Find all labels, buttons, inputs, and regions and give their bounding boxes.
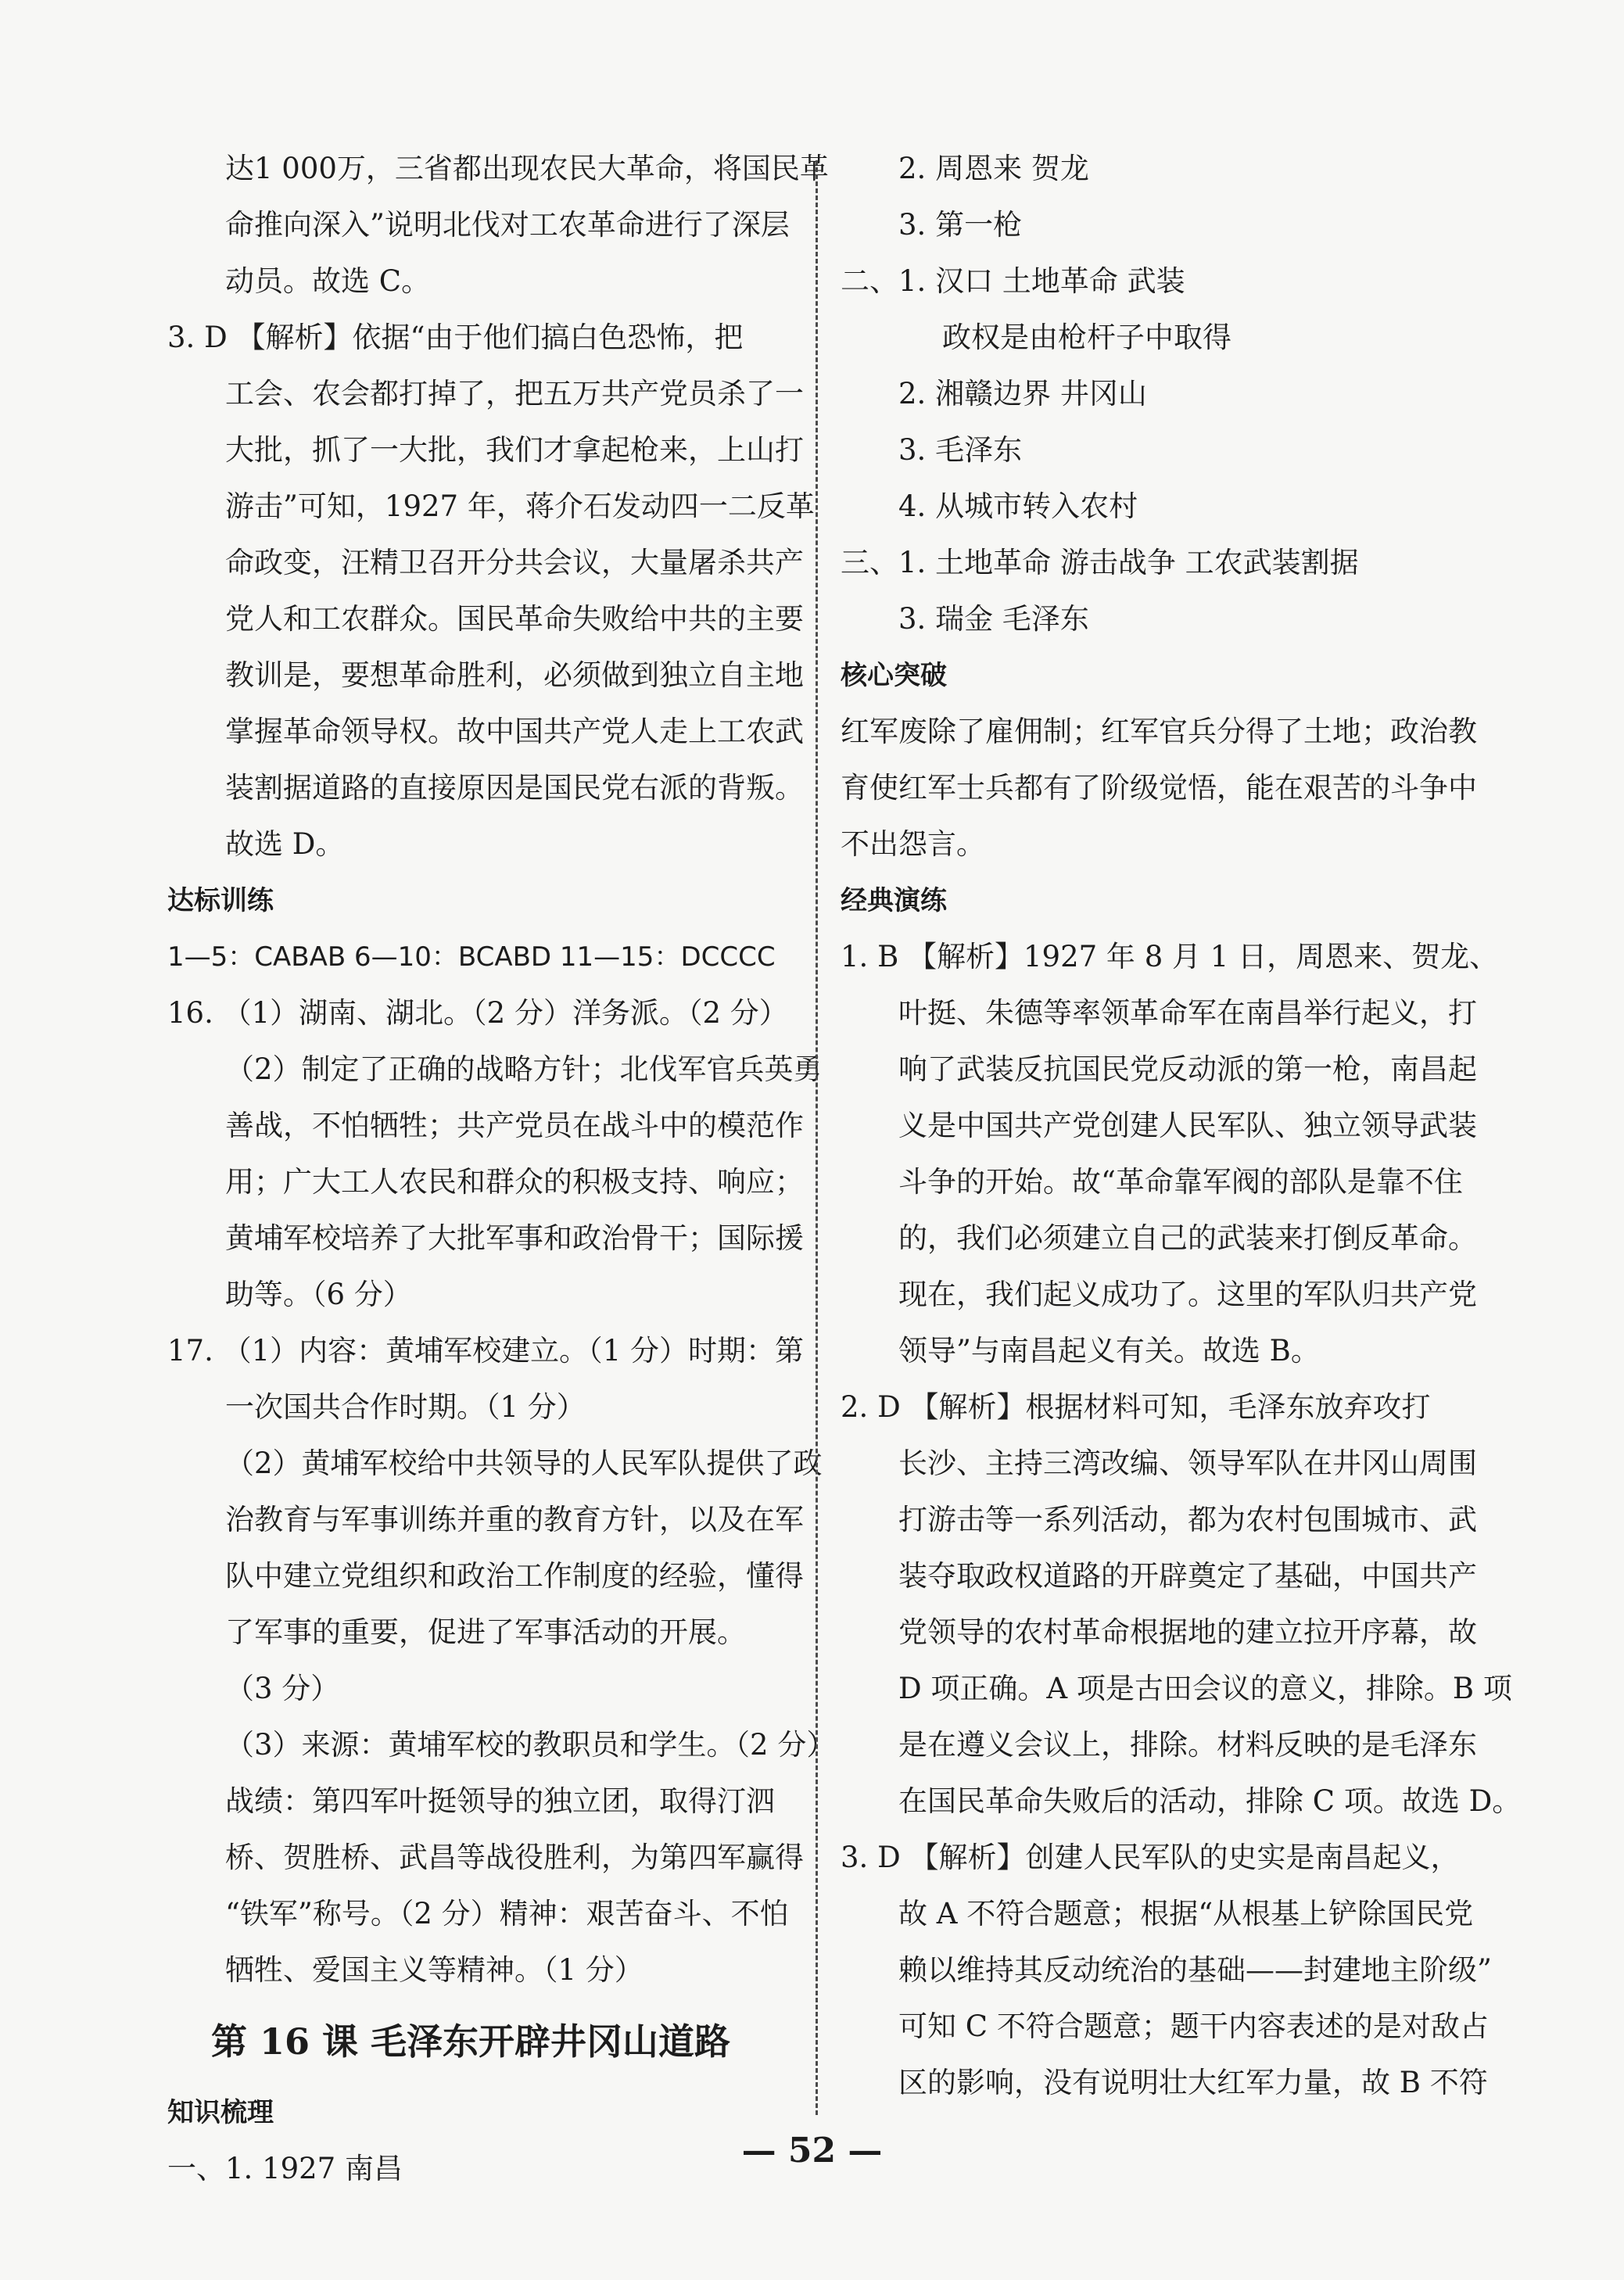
- right-column: [841, 141, 1522, 2111]
- text-line: （2）制定了正确的战略方针；北伐军官兵英勇: [225, 1052, 823, 1086]
- text-line: 叶挺、朱德等率领革命军在南昌举行起义，打: [898, 996, 1477, 1030]
- text-line: 在国民革命失败后的活动，排除 C 项。故选 D。: [898, 1784, 1522, 1818]
- text-line: 党人和工农群众。国民革命失败给中共的主要: [225, 602, 804, 636]
- text-line: 一、1. 1927 南昌: [167, 2152, 403, 2185]
- text-line: 故 A 不符合题意；根据“从根基上铲除国民党: [898, 1897, 1474, 1930]
- text-line: 17. （1）内容：黄埔军校建立。（1 分）时期：第: [167, 1334, 804, 1368]
- column-divider: [816, 160, 818, 2115]
- text-line: 教训是，要想革命胜利，必须做到独立自主地: [225, 658, 804, 692]
- section-heading: 知识梳理: [167, 2097, 274, 2128]
- text-line: 一次国共合作时期。（1 分）: [225, 1390, 586, 1424]
- text-line: 3. 瑞金 毛泽东: [898, 602, 1089, 636]
- text-line: 育使红军士兵都有了阶级觉悟，能在艰苦的斗争中: [841, 771, 1477, 805]
- text-line: （2）黄埔军校给中共领导的人民军队提供了政: [225, 1447, 823, 1480]
- text-line: 长沙、主持三湾改编、领导军队在井冈山周围: [898, 1447, 1477, 1480]
- text-line: D 项正确。A 项是古田会议的意义，排除。B 项: [898, 1672, 1512, 1705]
- text-line: （3 分）: [225, 1672, 340, 1705]
- text-line: 区的影响，没有说明壮大红军力量，故 B 不符: [898, 2066, 1488, 2099]
- text-line: 命推向深入”说明北伐对工农革命进行了深层: [225, 208, 790, 242]
- section-heading: 核心突破: [841, 660, 947, 691]
- text-line: 打游击等一系列活动，都为农村包围城市、武: [898, 1503, 1477, 1536]
- text-line: 政权是由枪杆子中取得: [942, 321, 1231, 354]
- text-line: 红军废除了雇佣制；红军官兵分得了土地；政治教: [841, 715, 1477, 748]
- text-line: 桥、贺胜桥、武昌等战役胜利，为第四军赢得: [225, 1841, 804, 1874]
- text-line: “铁军”称号。（2 分）精神：艰苦奋斗、不怕: [225, 1897, 789, 1930]
- text-line: 3. 毛泽东: [898, 433, 1023, 467]
- text-line: 工会、农会都打掉了，把五万共产党员杀了一: [225, 377, 804, 410]
- page-number: — 52 —: [741, 2131, 883, 2171]
- text-line: 16. （1）湖南、湖北。（2 分）洋务派。（2 分）: [167, 996, 788, 1030]
- text-line: 可知 C 不符合题意；题干内容表述的是对敌占: [898, 2009, 1489, 2043]
- text-line: 的，我们必须建立自己的武装来打倒反革命。: [898, 1221, 1477, 1255]
- text-line: 1—5：CABAB 6—10：BCABD 11—15：DCCCC: [167, 941, 776, 973]
- section-heading: 达标训练: [167, 885, 274, 916]
- text-line: 命政变，汪精卫召开分共会议，大量屠杀共产: [225, 546, 804, 579]
- text-line: 用；广大工人农民和群众的积极支持、响应；: [225, 1165, 804, 1199]
- text-line: 3. D 【解析】创建人民军队的史实是南昌起义，: [841, 1841, 1460, 1874]
- section-heading: 经典演练: [841, 885, 947, 916]
- text-line: 善战，不怕牺牲；共产党员在战斗中的模范作: [225, 1109, 804, 1142]
- text-line: 1. B 【解析】1927 年 8 月 1 日，周恩来、贺龙、: [841, 940, 1499, 973]
- text-line: 二、1. 汉口 土地革命 武装: [841, 264, 1185, 298]
- text-line: 2. 周恩来 贺龙: [898, 152, 1089, 185]
- text-line: 3. 第一枪: [898, 208, 1023, 242]
- text-line: 4. 从城市转入农村: [898, 489, 1138, 523]
- text-line: 战绩：第四军叶挺领导的独立团，取得汀泗: [225, 1784, 775, 1818]
- text-line: 3. D 【解析】依据“由于他们搞白色恐怖，把: [167, 321, 744, 354]
- text-line: 了军事的重要，促进了军事活动的开展。: [225, 1615, 746, 1649]
- text-line: 义是中国共产党创建人民军队、独立领导武装: [898, 1109, 1477, 1142]
- text-line: 达1 000万，三省都出现农民大革命，将国民革: [225, 152, 829, 185]
- text-line: 2. 湘赣边界 井冈山: [898, 377, 1147, 410]
- text-line: 游击”可知，1927 年，蒋介石发动四一二反革: [225, 489, 815, 523]
- text-line: 不出怨言。: [841, 827, 985, 861]
- text-line: 现在，我们起义成功了。这里的军队归共产党: [898, 1278, 1477, 1311]
- text-line: 装夺取政权道路的开辟奠定了基础，中国共产: [898, 1559, 1477, 1593]
- text-line: 赖以维持其反动统治的基础——封建地主阶级”: [898, 1953, 1492, 1987]
- text-line: 黄埔军校培养了大批军事和政治骨干；国际援: [225, 1221, 804, 1255]
- text-line: 是在遵义会议上，排除。材料反映的是毛泽东: [898, 1728, 1477, 1762]
- text-line: 掌握革命领导权。故中国共产党人走上工农武: [225, 715, 804, 748]
- text-line: 领导”与南昌起义有关。故选 B。: [898, 1334, 1320, 1368]
- text-line: 助等。（6 分）: [225, 1278, 412, 1311]
- text-line: 牺牲、爱国主义等精神。（1 分）: [225, 1953, 644, 1987]
- text-line: 故选 D。: [225, 827, 345, 861]
- text-line: 大批，抓了一大批，我们才拿起枪来，上山打: [225, 433, 804, 467]
- text-line: 响了武装反抗国民党反动派的第一枪，南昌起: [898, 1052, 1477, 1086]
- text-line: 斗争的开始。故“革命靠军阀的部队是靠不住: [898, 1165, 1463, 1199]
- text-line: 队中建立党组织和政治工作制度的经验，懂得: [225, 1559, 804, 1593]
- text-line: 治教育与军事训练并重的教育方针，以及在军: [225, 1503, 804, 1536]
- text-line: 动员。故选 C。: [225, 264, 431, 298]
- text-line: 党领导的农村革命根据地的建立拉开序幕，故: [898, 1615, 1477, 1649]
- lesson-title: 第 16 课 毛泽东开辟井冈山道路: [211, 2020, 731, 2063]
- text-line: （3）来源：黄埔军校的教职员和学生。（2 分）: [225, 1728, 836, 1762]
- text-line: 装割据道路的直接原因是国民党右派的背叛。: [225, 771, 804, 805]
- text-line: 2. D 【解析】根据材料可知，毛泽东放弃攻打: [841, 1390, 1431, 1424]
- text-line: 三、1. 土地革命 游击战争 工农武装割据: [841, 546, 1359, 579]
